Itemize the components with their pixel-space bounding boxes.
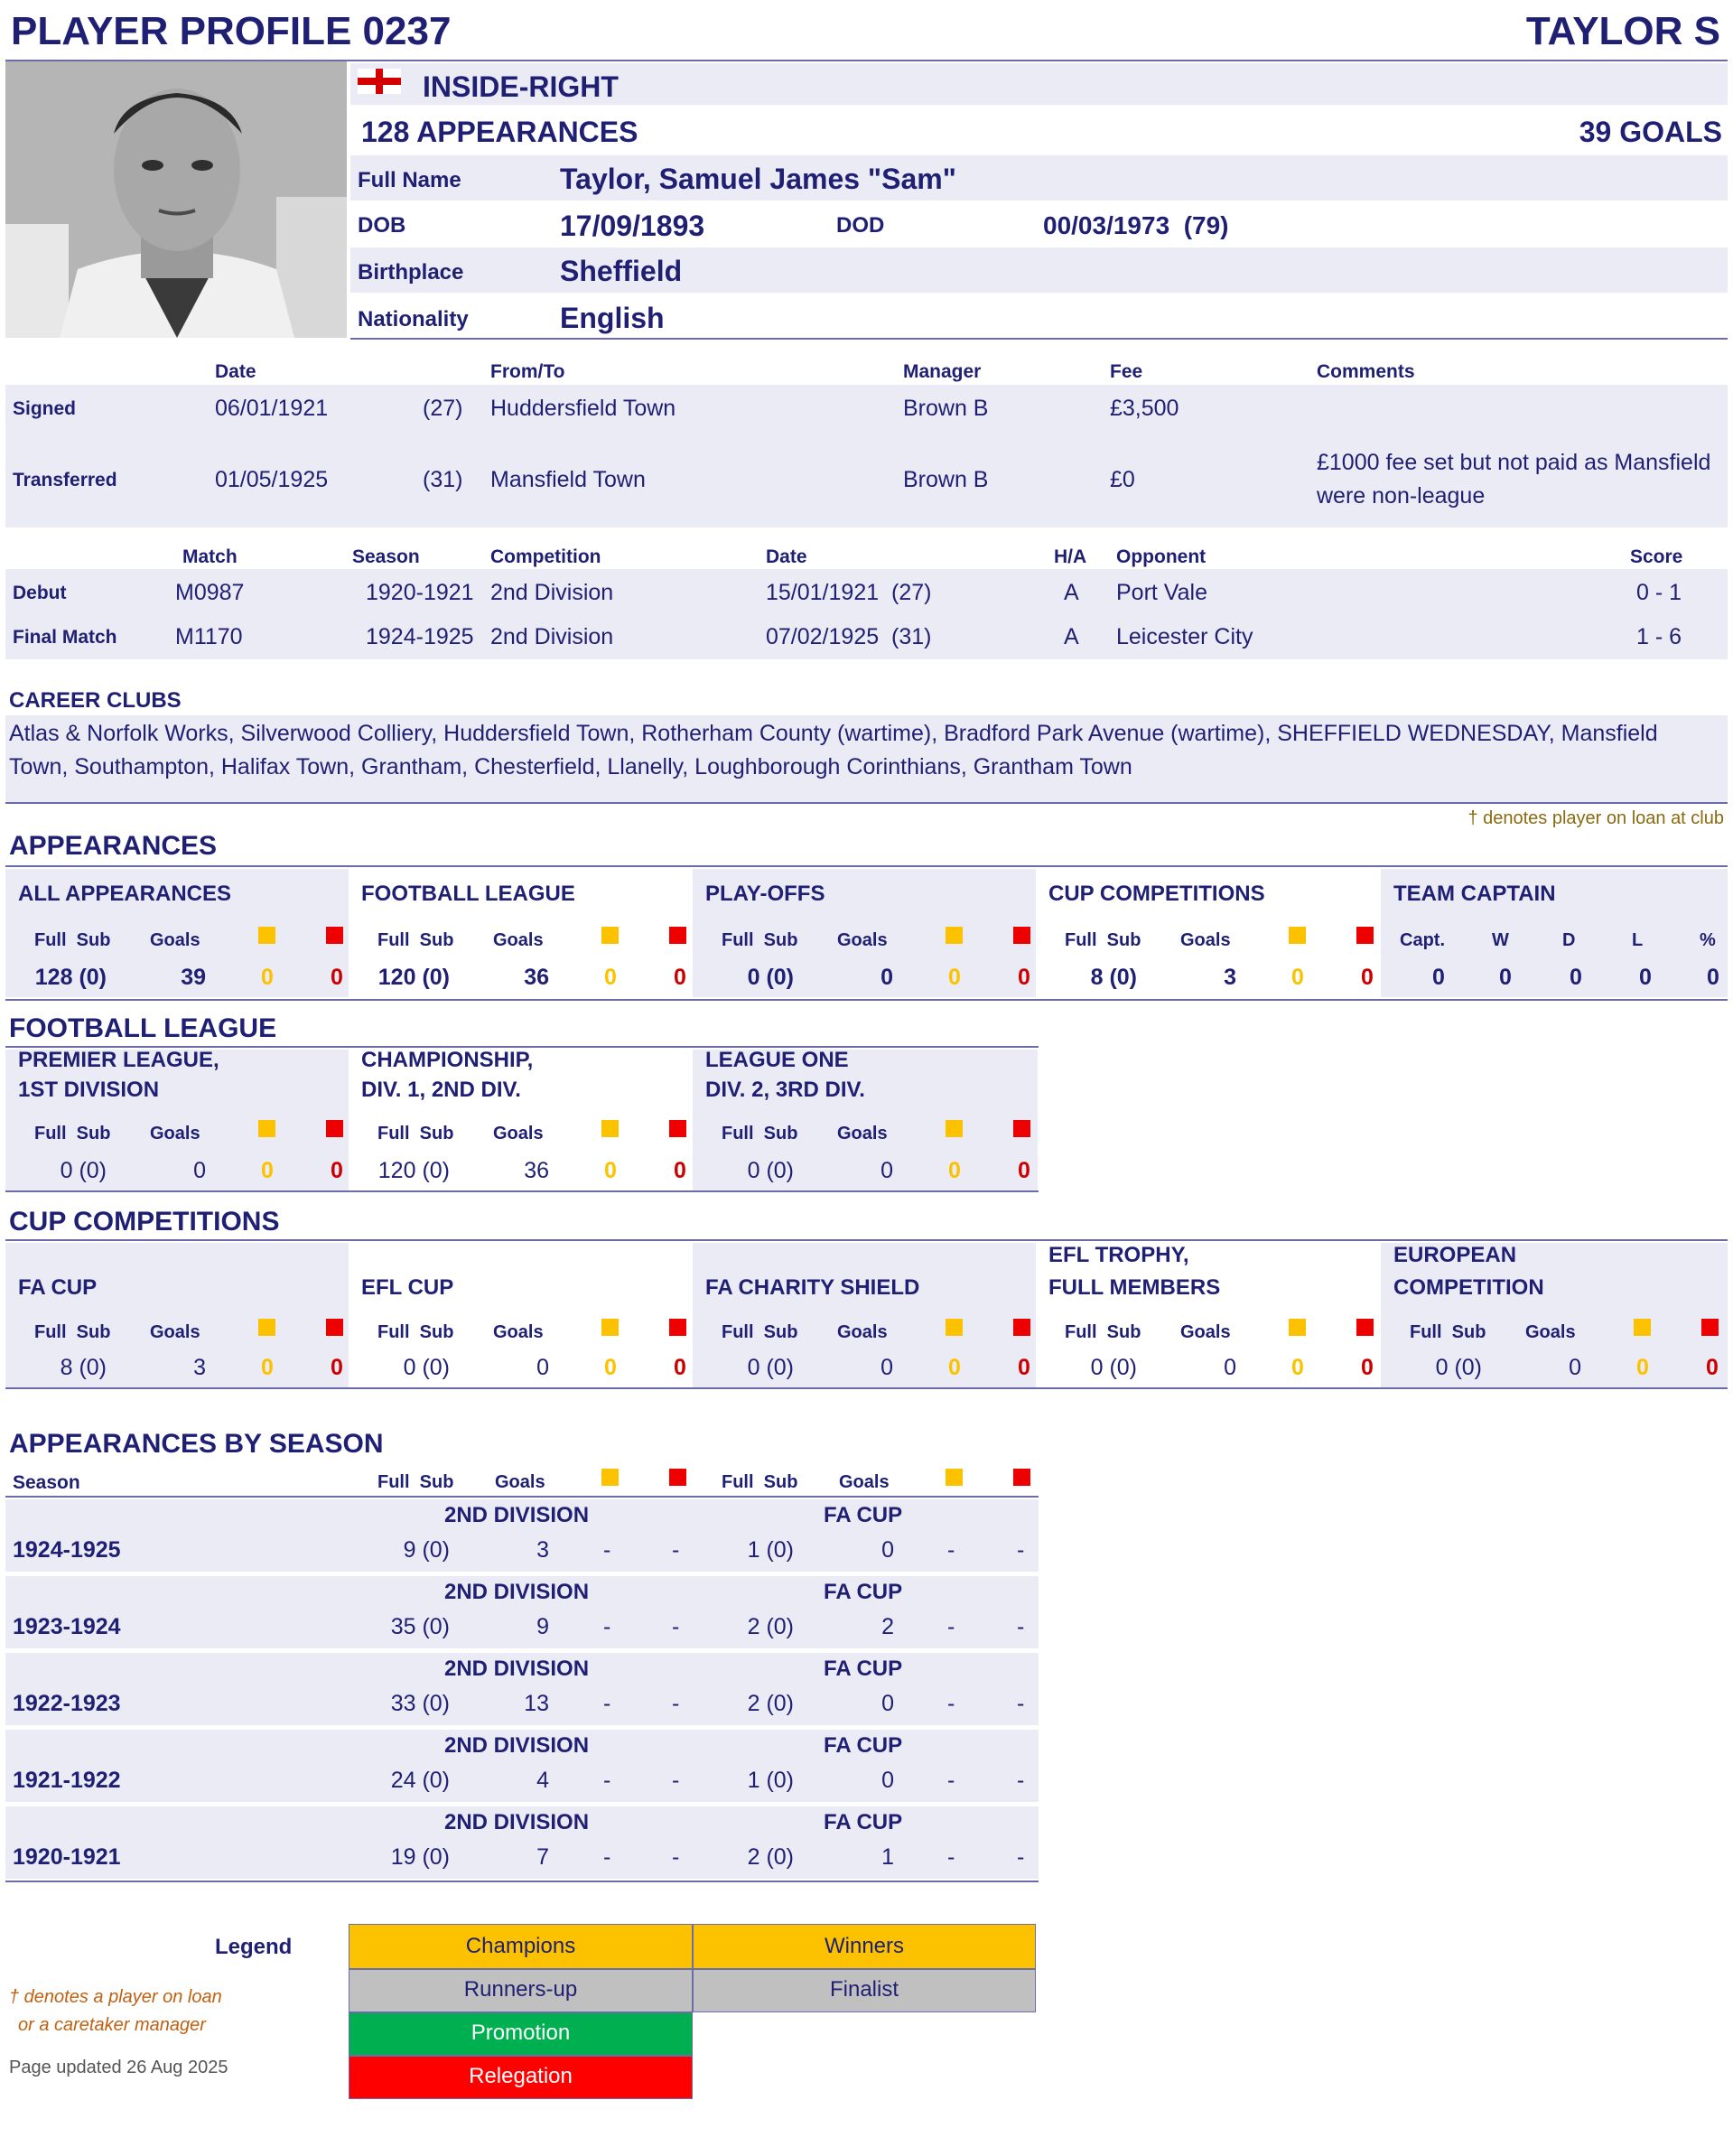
league-0-fullsub: 0 (0) [60,1158,107,1183]
debut-competition: 2nd Division [490,580,614,605]
cup-2-yellow-card-icon [946,1319,963,1336]
season-col-label: Season [13,1472,80,1493]
season-red-1: - [672,1537,680,1563]
cup-1-yellow-count: 0 [604,1355,617,1380]
player-photo [5,61,347,338]
season-red-1: - [672,1691,680,1716]
league-1-red-card-icon [669,1120,686,1137]
appearances-0-fullsub-header: Full Sub [34,930,111,950]
final-date: 07/02/1925 (31) [766,624,932,649]
season-red-1: - [672,1614,680,1639]
season-goals-1: 4 [536,1768,549,1793]
appearances-block-title: FOOTBALL LEAGUE [361,882,575,906]
final-opponent: Leicester City [1116,624,1253,649]
career-clubs-line-1: Atlas & Norfolk Works, Silverwood Colliery, Huddersfield Town, Rotherham County (wartime), Bradford Park Avenue (wartime), SHEFFIELD WEDNESDAY, Mansfield [9,721,1658,746]
season-goals-1: 7 [536,1844,549,1870]
final-season: 1924-1925 [366,624,474,649]
nationality-value: English [560,302,665,334]
legend-runners-up: Runners-up [349,1969,693,2012]
transferred-comment: £1000 fee set but not paid as Mansfield [1317,450,1711,475]
league-block-subtitle: DIV. 1, 2ND DIV. [361,1078,521,1102]
page-updated: Page updated 26 Aug 2025 [9,2058,228,2077]
season-red-2: - [1017,1614,1025,1639]
season-goals-2: 1 [881,1844,894,1870]
league-0-red-card-icon [326,1120,343,1137]
season-red-card-icon [1013,1469,1030,1486]
season-goals-2: 0 [881,1537,894,1563]
col-manager: Manager [903,361,982,382]
appearances-1-goals-header: Goals [493,930,544,950]
cup-1-fullsub-header: Full Sub [377,1322,454,1342]
captain-value: 0 [1499,965,1512,990]
appearances-2-red-card-icon [1013,927,1030,944]
nationality-label: Nationality [358,307,469,331]
cup-0-red-count: 0 [331,1355,343,1380]
cup-0-fullsub: 8 (0) [60,1355,107,1380]
season-goals-2: 2 [881,1614,894,1639]
debut-ha: A [1064,580,1079,605]
team-captain-title: TEAM CAPTAIN [1393,882,1556,906]
cup-3-goals: 0 [1224,1355,1236,1380]
season-goals-2: 0 [881,1768,894,1793]
captain-col-header: W [1492,930,1509,950]
captain-value: 0 [1432,965,1445,990]
season-fullsub-1: 35 (0) [390,1614,450,1639]
league-2-goals: 0 [880,1158,893,1183]
seasons-title: APPEARANCES BY SEASON [9,1429,384,1459]
signed-date: 06/01/1921 [215,396,329,421]
captain-value: 0 [1639,965,1652,990]
appearances-block-title: CUP COMPETITIONS [1048,882,1265,906]
league-2-fullsub-header: Full Sub [722,1124,798,1143]
league-1-yellow-card-icon [601,1120,619,1137]
appearances-0-red-count: 0 [331,965,343,990]
cup-1-goals: 0 [536,1355,549,1380]
cup-2-goals: 0 [880,1355,893,1380]
cup-2-goals-header: Goals [837,1322,888,1342]
season-yellow-2: - [947,1691,955,1716]
appearances-1-yellow-count: 0 [604,965,617,990]
league-2-goals-header: Goals [837,1124,888,1143]
career-clubs-title: CAREER CLUBS [9,688,182,713]
cup-block-title: EUROPEAN [1393,1243,1517,1267]
season-yellow-2: - [947,1614,955,1639]
season-fullsub-header: Full Sub [377,1472,454,1492]
season-label: 1924-1925 [13,1537,121,1563]
season-comp-1: 2ND DIVISION [444,1810,590,1834]
player-surname: TAYLOR S [1525,9,1720,53]
col-from-to: From/To [490,361,565,382]
cup-2-fullsub-header: Full Sub [722,1322,798,1342]
season-yellow-card-icon [601,1469,619,1486]
appearances-0-fullsub: 128 (0) [34,965,107,990]
season-comp-1: 2ND DIVISION [444,1733,590,1758]
dob-value: 17/09/1893 [560,210,705,242]
season-yellow-1: - [603,1768,611,1793]
season-fullsub-2: 1 (0) [747,1537,794,1563]
legend-note-1: † denotes a player on loan [9,1987,222,2007]
appearances-1-goals: 36 [524,965,549,990]
captain-value: 0 [1570,965,1582,990]
col-competition: Competition [490,546,601,567]
season-red-2: - [1017,1844,1025,1870]
transferred-club: Mansfield Town [490,467,646,492]
league-block-title: CHAMPIONSHIP, [361,1048,534,1072]
season-red-2: - [1017,1768,1025,1793]
season-goals-1: 9 [536,1614,549,1639]
player-position: INSIDE-RIGHT [423,70,619,103]
appearances-0-red-card-icon [326,927,343,944]
season-goals-1: 3 [536,1537,549,1563]
legend-promotion: Promotion [349,2012,693,2056]
cup-3-red-card-icon [1356,1319,1374,1336]
appearances-1-red-count: 0 [674,965,686,990]
cup-competitions-title: CUP COMPETITIONS [9,1207,280,1237]
season-yellow-1: - [603,1537,611,1563]
appearances-1-fullsub: 120 (0) [377,965,450,990]
final-competition: 2nd Division [490,624,614,649]
col-fee: Fee [1110,361,1143,382]
goals-total: 39 GOALS [1579,116,1722,148]
cup-4-goals-header: Goals [1525,1322,1576,1342]
season-fullsub-2: 2 (0) [747,1844,794,1870]
col-opponent: Opponent [1116,546,1207,567]
season-label: 1923-1924 [13,1614,121,1639]
appearances-3-goals: 3 [1224,965,1236,990]
legend-relegation: Relegation [349,2056,693,2099]
season-comp-2: FA CUP [824,1503,903,1527]
league-0-yellow-count: 0 [261,1158,274,1183]
captain-col-header: Capt. [1400,930,1445,950]
cup-block-subtitle: FA CHARITY SHIELD [705,1275,920,1300]
season-yellow-1: - [603,1614,611,1639]
cup-2-red-count: 0 [1018,1355,1030,1380]
season-comp-2: FA CUP [824,1733,903,1758]
appearances-0-goals: 39 [181,965,206,990]
transferred-date: 01/05/1925 [215,467,329,492]
col-match-date: Date [766,546,807,567]
cup-1-red-count: 0 [674,1355,686,1380]
league-2-red-count: 0 [1018,1158,1030,1183]
page-title: PLAYER PROFILE 0237 [11,9,452,53]
cup-2-yellow-count: 0 [948,1355,961,1380]
league-1-goals: 36 [524,1158,549,1183]
appearances-0-yellow-card-icon [258,927,275,944]
season-yellow-2: - [947,1844,955,1870]
debut-match: M0987 [175,580,245,605]
league-0-goals: 0 [193,1158,206,1183]
season-goals-header: Goals [495,1472,545,1492]
season-label: 1920-1921 [13,1844,121,1870]
appearances-0-goals-header: Goals [150,930,200,950]
captain-col-header: D [1562,930,1576,950]
dod-label: DOD [836,213,885,238]
season-fullsub-1: 24 (0) [390,1768,450,1793]
legend-winners: Winners [693,1924,1036,1969]
cup-4-red-count: 0 [1706,1355,1719,1380]
cup-4-fullsub-header: Full Sub [1410,1322,1486,1342]
appearances-1-red-card-icon [669,927,686,944]
transferred-manager: Brown B [903,467,989,492]
cup-3-yellow-card-icon [1289,1319,1306,1336]
birthplace-label: Birthplace [358,260,464,285]
league-block-subtitle: DIV. 2, 3RD DIV. [705,1078,865,1102]
season-comp-2: FA CUP [824,1657,903,1681]
season-fullsub-2: 1 (0) [747,1768,794,1793]
season-red-1: - [672,1768,680,1793]
league-2-yellow-card-icon [946,1120,963,1137]
col-score: Score [1630,546,1683,567]
debut-opponent: Port Vale [1116,580,1207,605]
season-goals-1: 13 [524,1691,549,1716]
legend-finalist: Finalist [693,1969,1036,2012]
season-red-2: - [1017,1537,1025,1563]
league-0-goals-header: Goals [150,1124,200,1143]
appearances-1-yellow-card-icon [601,927,619,944]
appearances-2-goals: 0 [880,965,893,990]
cup-4-goals: 0 [1569,1355,1581,1380]
cup-4-yellow-count: 0 [1636,1355,1649,1380]
legend-note-2: or a caretaker manager [18,2015,206,2035]
league-1-fullsub: 120 (0) [377,1158,450,1183]
loan-note: † denotes player on loan at club [1467,808,1724,828]
cup-block-subtitle: FULL MEMBERS [1048,1275,1221,1300]
signed-fee: £3,500 [1110,396,1179,421]
debut-score: 0 - 1 [1636,580,1682,605]
season-comp-2: FA CUP [824,1810,903,1834]
col-comments: Comments [1317,361,1415,382]
cup-0-yellow-card-icon [258,1319,275,1336]
cup-3-goals-header: Goals [1180,1322,1231,1342]
appearances-block-title: PLAY-OFFS [705,882,825,906]
cup-4-red-card-icon [1701,1319,1719,1336]
league-block-title: PREMIER LEAGUE, [18,1048,219,1072]
cup-3-yellow-count: 0 [1291,1355,1304,1380]
appearances-2-yellow-count: 0 [948,965,961,990]
cup-block-subtitle: COMPETITION [1393,1275,1544,1300]
transferred-fee: £0 [1110,467,1135,492]
season-yellow-2: - [947,1768,955,1793]
final-match: M1170 [175,624,243,649]
cup-0-goals-header: Goals [150,1322,200,1342]
cup-block-title: EFL TROPHY, [1048,1243,1189,1267]
cup-0-fullsub-header: Full Sub [34,1322,111,1342]
legend-title: Legend [215,1935,293,1959]
league-1-red-count: 0 [674,1158,686,1183]
transferred-age: (31) [423,467,463,492]
appearances-3-red-card-icon [1356,927,1374,944]
season-red-2: - [1017,1691,1025,1716]
appearances-3-fullsub: 8 (0) [1090,965,1137,990]
cup-1-red-card-icon [669,1319,686,1336]
league-1-fullsub-header: Full Sub [377,1124,454,1143]
final-ha: A [1064,624,1079,649]
cup-1-yellow-card-icon [601,1319,619,1336]
season-comp-1: 2ND DIVISION [444,1580,590,1604]
col-ha: H/A [1054,546,1087,567]
season-label: 1921-1922 [13,1768,121,1793]
cup-3-fullsub: 0 (0) [1090,1355,1137,1380]
transferred-comment-2: were non-league [1317,483,1486,509]
season-yellow-card-icon [946,1469,963,1486]
league-0-fullsub-header: Full Sub [34,1124,111,1143]
debut-date: 15/01/1921 (27) [766,580,932,605]
dod-value: 00/03/1973 (79) [1043,211,1229,239]
captain-col-header: L [1632,930,1644,950]
season-fullsub-2: 2 (0) [747,1691,794,1716]
appearances-2-fullsub: 0 (0) [747,965,794,990]
season-fullsub-header: Full Sub [722,1472,798,1492]
final-score: 1 - 6 [1636,624,1682,649]
appearances-2-red-count: 0 [1018,965,1030,990]
season-fullsub-1: 33 (0) [390,1691,450,1716]
cup-0-yellow-count: 0 [261,1355,274,1380]
career-clubs-line-2: Town, Southampton, Halifax Town, Grantham, Chesterfield, Llanelly, Loughborough Corinthians, Grantham Town [9,754,1132,779]
captain-col-header: % [1700,930,1716,950]
full-name-label: Full Name [358,168,461,192]
season-fullsub-1: 19 (0) [390,1844,450,1870]
birthplace-value: Sheffield [560,255,683,287]
season-label: 1922-1923 [13,1691,121,1716]
cup-3-fullsub-header: Full Sub [1065,1322,1141,1342]
signed-label: Signed [13,398,77,419]
appearances-2-fullsub-header: Full Sub [722,930,798,950]
league-0-yellow-card-icon [258,1120,275,1137]
debut-label: Debut [13,583,67,603]
appearances-3-red-count: 0 [1361,965,1374,990]
season-yellow-2: - [947,1537,955,1563]
season-red-1: - [672,1844,680,1870]
cup-block-subtitle: EFL CUP [361,1275,454,1300]
captain-value: 0 [1707,965,1719,990]
appearances-3-yellow-count: 0 [1291,965,1304,990]
season-goals-header: Goals [839,1472,890,1492]
england-flag-icon [358,69,401,94]
cup-4-fullsub: 0 (0) [1435,1355,1482,1380]
league-block-title: LEAGUE ONE [705,1048,849,1072]
league-block-subtitle: 1ST DIVISION [18,1078,160,1102]
cup-4-yellow-card-icon [1634,1319,1651,1336]
appearances-3-fullsub-header: Full Sub [1065,930,1141,950]
league-1-yellow-count: 0 [604,1158,617,1183]
season-yellow-1: - [603,1691,611,1716]
league-1-goals-header: Goals [493,1124,544,1143]
cup-2-red-card-icon [1013,1319,1030,1336]
season-comp-2: FA CUP [824,1580,903,1604]
cup-1-goals-header: Goals [493,1322,544,1342]
season-goals-2: 0 [881,1691,894,1716]
full-name-value: Taylor, Samuel James "Sam" [560,163,956,195]
appearances-2-yellow-card-icon [946,927,963,944]
football-league-title: FOOTBALL LEAGUE [9,1013,277,1043]
cup-0-red-card-icon [326,1319,343,1336]
cup-1-fullsub: 0 (0) [403,1355,450,1380]
dob-label: DOB [358,213,406,238]
legend-champions: Champions [349,1924,693,1969]
appearances-3-yellow-card-icon [1289,927,1306,944]
appearances-3-goals-header: Goals [1180,930,1231,950]
league-2-red-card-icon [1013,1120,1030,1137]
appearances-title: APPEARANCES [9,831,218,861]
transferred-label: Transferred [13,470,117,490]
cup-0-goals: 3 [193,1355,206,1380]
league-2-yellow-count: 0 [948,1158,961,1183]
col-date: Date [215,361,256,382]
signed-age: (27) [423,396,463,421]
cup-3-red-count: 0 [1361,1355,1374,1380]
season-yellow-1: - [603,1844,611,1870]
appearances-block-title: ALL APPEARANCES [18,882,232,906]
appearances-1-fullsub-header: Full Sub [377,930,454,950]
appearances-2-goals-header: Goals [837,930,888,950]
league-0-red-count: 0 [331,1158,343,1183]
season-red-card-icon [669,1469,686,1486]
appearances-total: 128 APPEARANCES [361,116,638,148]
appearances-0-yellow-count: 0 [261,965,274,990]
debut-season: 1920-1921 [366,580,474,605]
season-comp-1: 2ND DIVISION [444,1503,590,1527]
cup-block-subtitle: FA CUP [18,1275,98,1300]
season-comp-1: 2ND DIVISION [444,1657,590,1681]
league-2-fullsub: 0 (0) [747,1158,794,1183]
cup-2-fullsub: 0 (0) [747,1355,794,1380]
signed-manager: Brown B [903,396,989,421]
col-match: Match [182,546,238,567]
signed-club: Huddersfield Town [490,396,676,421]
season-fullsub-2: 2 (0) [747,1614,794,1639]
season-fullsub-1: 9 (0) [403,1537,450,1563]
col-season: Season [352,546,420,567]
final-match-label: Final Match [13,627,117,648]
